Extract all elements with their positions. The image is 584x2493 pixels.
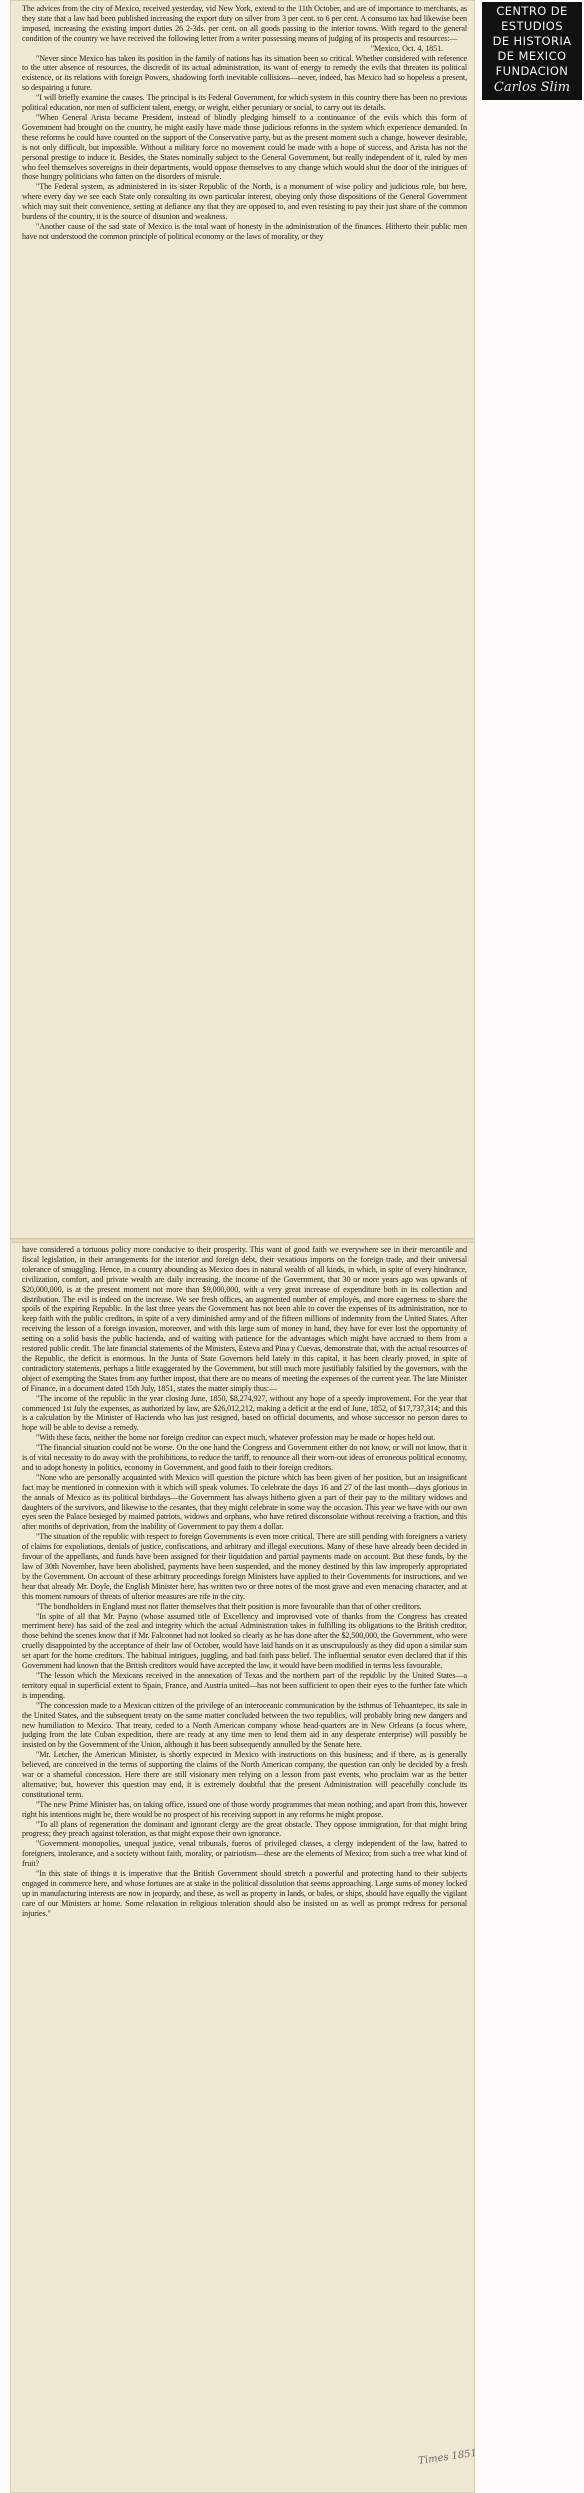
article-paragraph: have considered a tortuous policy more conducive to their prosperity. This want of good faith we everywhere see in their mercantile and fiscal legislation, in their arrangements for the interior and foreign debt, their vexatious imports on the foreign trade, and their universal tolerance of smuggling. Hence, in a country abounding as Mexico does in natural wealth of all kinds, in which, in spite of every hindrance, civilization, comfort, and private wealth are daily increasing, the income of the Government, that 30 or more years ago was upwards of $20,000,000, is at the present moment not more than $9,000,000, with a very great increase of expenditure both in its collection and distribution. The evil is indeed on the increase. We see fresh offices, an augmented number of employés, and more eagerness to share the spoils of the expiring Republic. In the last three years the Government has not been able to cover the expenses of its administration, nor to keep faith with the public creditors, in spite of a very diminished army and of the fifteen millions of indemnity from the United States. After receiving the lesson of a foreign invasion, moreover, and with this large sum of money in hand, they have for ever lost the opportunity of setting on a solid basis the public hacienda, and of waiting with patience for the advantages which might have accrued to them from a restored public credit. The late financial statements of the Ministers, Esteva and Pina y Cuevas, demonstrate that, with the actual resources of the Republic, the deficit is enormous. In the Junta of State Governors held lately in this capital, it has been clearly proved, in spite of contradictory statements, perhaps a little exaggerated by the Government, but still much more justifiably falsified by the governors, with the object of exempting the States from any further impost, that there are no means of meeting the expenses of the current year. The late Minister of Finance, in a document dated 15th July, 1851, states the matter simply thus:— [22,1245,468,1393]
article-paragraph: "The situation of the republic with respect to foreign Governments is even more critical. There are still pending with foreigners a variety of claims for expoliations, denials of justice, confiscations, and arbitrary and illegal executions. Many of these have already been decided in favour of the appellants, and funds have been assigned for their liquidation and partial payments made on account. But these funds, by the law of 30th November, have been abolished, payments have been suspended, and the money destined by this law improperly appropriated by the Government. On account of these arbitrary proceedings foreign Ministers have applied to their Governments for instructions, and we hear that already Mr. Doyle, the English Minister here, has written two or three notes of the most grave and even menacing character, and at this moment rumours of threats of ulterior measures are rife in the city. [22,1532,467,1601]
article-column-upper [22,4,467,242]
newspaper-clipping [10,0,475,2493]
article-paragraph: "When General Arista became President, instead of blindly pledging himself to a continuance of the evils which this form of Government had brought on the country, he might easily have made those judicious reforms in the system which experience demanded. In these reforms he could have counted on the support of the Conservative party, but as the present moment such a change, however desirable, is not only difficult, but impossible. Without a military force no movement could be made with a hope of success, and Arista has not the personal prestige to induce it. Besides, the States nominally subject to the General Government, but really independent of it, ruled by men who feel themselves sovereigns in their departments, would oppose themselves to any change which would shut the door of the intrigues of those hungry politicians who fatten on the disorders of misrule. [22,112,467,182]
article-paragraph: "With these facts, neither the home nor foreign creditor can expect much, whatever profession may be made or hopes held out. [36,1433,436,1443]
stamp-signature: Carlos Slim [493,80,571,95]
article-paragraph: "Mr. Letcher, the American Minister, is shortly expected in Mexico with instructions on this business; and if there, as is generally believed, are conceived in the terms of supporting the claims of the North American company, the question can only be decided by a fresh war or a shameful concession. Here there are still visionary men relying on a lesson from past events, who proclaim war as the better alternative; but, however this question may end, it is extremely doubtful that the present Administration will peacefully conclude its constitutional term. [22,1750,467,1799]
stamp-line: FUNDACION [495,64,569,78]
article-paragraph: "The Federal system, as administered in its sister Republic of the North, is a monument of wise policy and judicious rule, but here, where every day we see each State only consulting its own particular interest, obeying only those dispositions of the General Government which may suit their convenience, setting at defiance any that they are opposed to, and even resisting to pay their just share of the common burdens of the country, it is the source of disunion and weakness. [22,182,467,222]
article-paragraph: "The new Prime Minister has, on taking office, issued one of those wordy programmes that mean nothing; and apart from this, however right his intentions might be, there would be no prospect of his receiving support in any reforms he might propose. [22,1799,467,1819]
article-paragraph: "In this state of things it is imperative that the British Government should stretch a powerful and protecting hand to their subjects engaged in commerce here, and whose fortunes are at stake in the political dissolution that seems approaching. Large sums of money locked up in manufacturing interests are now in jeopardy, and these, as well as property in lands, or bales, or ships, should have equally the vigilant care of our Ministers at home. Some relaxation in religious toleration should also be insisted on as well as prompt redress for personal injuries." [22,1869,467,1918]
handwritten-note: Times 1851 [417,2447,478,2467]
article-paragraph: "The income of the republic in the year closing June, 1850, $8,274,927, without any hope of a speedy improvement. For the year that commenced 1st July the expenses, as authorized by law, are $26,012,212, making a deficit at the end of June, 1852, of $17,737,314; and this is a calculation by the Minister of Hacienda who has just resigned, based on official documents, and whose successor no person dares to hope will be able to devise a remedy. [22,1393,467,1433]
article-paragraph: "Another cause of the sad state of Mexico is the total want of honesty in the administration of the finances. Hitherto their public men have not understood the common principle of political economy or the laws of morality, or they [22,221,467,241]
article-paragraph: "Never since Mexico has taken its position in the family of nations has its situation been so critical. Whether considered with reference to the utter absence of resources, the discredit of its actual administration, its want of energy to remedy the evils that threaten its political existence, or its relations with foreign Powers, shadowing forth inevitable collisions—never, indeed, has Mexico had so hopeless a present, so despairing a future. [22,53,467,93]
stamp-line: DE HISTORIA [492,34,572,48]
stamp-line: CENTRO DE [496,4,568,18]
article-paragraph: "Government monopolies, unequal justice, venal tribunals, fueros of privileged classes, a clergy independent of the law, hatred to foreigners, intolerance, and a society without faith, morality, or patriotism—these are the elements of Mexico; from such a tree what kind of fruit? [22,1839,467,1869]
clipping-seam [10,1238,475,1243]
archive-stamp [482,2,582,100]
letter-dateline: "Mexico, Oct. 4, 1851. [370,43,443,53]
article-paragraph: "The bondholders in England must not flatter themselves that their position is more favourable than that of other creditors. [36,1601,422,1611]
article-paragraph: "The concession made to a Mexican citizen of the privilege of an interoceanic communication by the isthmus of Tehuantepec, its sale in the United States, and the subsequent treaty on the same matter concluded between the two republics, will probably bring new dangers and new humiliation to Mexico. That treaty, ceded to a North American company whose head-quarters are in New Orleans (a focus where, judging from the late Cuban expedition, there are ready at any time men to lend them aid in any desperate enterprise) will possibly be insisted on by the Government of the Union, although it has been subsequently annulled by the Senate here. [22,1700,467,1750]
article-paragraph: "To all plans of regeneration the dominant and ignorant clergy are the great obstacle. They oppose immigration, for that might bring progress; they preach against toleration, as that might expose their own ignorance. [22,1819,467,1839]
stamp-line: ESTUDIOS [501,19,563,33]
article-column-lower [22,1245,467,1919]
stamp-line: DE MEXICO [497,49,567,63]
article-paragraph: "I will briefly examine the causes. The principal is its Federal Government, for which system in this country there has been no previous political education, nor men of sufficient talent, energy, or weight, either pecuniary or social, to carry out its details. [22,93,467,113]
article-paragraph: "In spite of all that Mr. Payno (whose assumed title of Excellency and improvised vote of thanks from the Congress has created merriment here) has said of the zeal and integrity which the actual Administration takes in fulfilling its obligations to the British creditor, those behind the scenes know that if Mr. Falconnet had not looked so clearly as he has done after the $2,500,000, the Government, who were cruelly disappointed by the acceptance of their law of October, would have laid hands on it as unscrupulously as they did upon a similar sum set apart for the home creditors. The habitual intrigues, juggling, and bad faith pass belief. The influential senator even declared that if this Government had known that the British creditors would have accepted the law, it would have been modified in terms less favourable. [22,1611,467,1671]
article-intro: The advices from the city of Mexico, received yesterday, vid New York, extend to the 11th October, and are of importance to merchants, as they state that a law had been published increasing the export duty on silver from 3 per cent. to 6 per cent. A consumo tax had likewise been imposed, increasing the existing import duties 26 2-3ds. per cent. on all goods passing to the interior towns. With regard to the general condition of the country we have received the following letter from a writer possessing means of judging of its prospects and resources:— [22,4,467,43]
article-paragraph: "None who are personally acquainted with Mexico will question the picture which has been given of her position, but an insignificant fact may be mentioned in connexion with it which will speak volumes. To celebrate the days 16 and 27 of the last month—days glorious in the annals of Mexico as its political birthdays—the Government has always hitherto given a part of their pay to the military widows and daughters of the survivors, and likewise to the cesantes, that they might celebrate in some way the occasion. This year we have with our own eyes seen the Palace besieged by maimed patriots, widows and orphans, who have retired disconsolate without receiving a fraction, and this after months of deprivation, from the inability of Government to pay them a dollar. [22,1472,467,1532]
article-paragraph: "The financial situation could not be worse. On the one hand the Congress and Government either do not know, or will not know, that it is of vital necessity to do away with the prohibitions, to reduce the tariff, to renounce all their worn-out ideas of erroneous political economy, and to adopt honesty in politics, economy in Government, and good faith to their foreign creditors. [22,1443,467,1472]
article-paragraph: "The lesson which the Mexicans received in the annexation of Texas and the northern part of the republic by the United States—a territory equal in superficial extent to Spain, France, and Austria united—has not been sufficient to open their eyes to the further fate which is impending. [22,1670,467,1700]
